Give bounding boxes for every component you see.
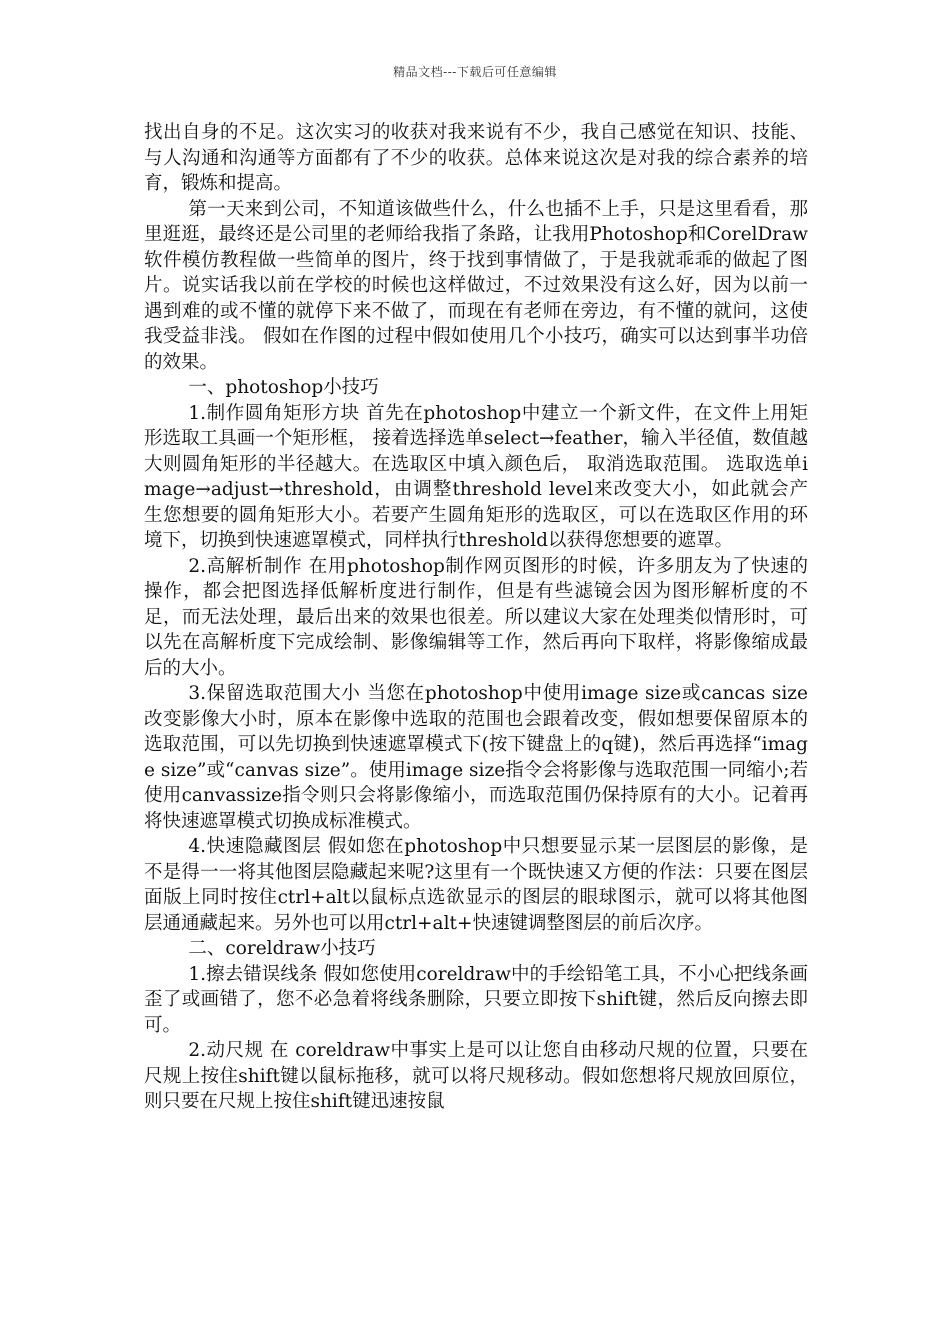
section-heading-photoshop: 一、photoshop小技巧	[188, 377, 379, 398]
document-body	[144, 120, 808, 1115]
page-header: 精品文档---下载后可任意编辑	[393, 65, 557, 79]
paragraph-tip-high-res: 2.高解析制作 在用photoshop制作网页图形的时候，许多朋友为了快速的操作，都会把图选择低解析度进行制作，但是有些滤镜会因为图形解析度的不足，而无法处理，最后出来的效果也很差。所以建议大家在处理类似情形时，可以先在高解析度下完成绘制、影像编辑等工作，然后再向下取样，将影像缩成最后的大小。	[144, 555, 808, 679]
paragraph-tip-rounded-rect: 1.制作圆角矩形方块 首先在photoshop中建立一个新文件，在文件上用矩形选取工具画一个矩形框， 接着选择选单select→feather，输入半径值，数值越大则圆角矩形的半径越大。在选取区中填入颜色后， 取消选取范围。 选取选单image→adjust→threshold，由调整threshold level来改变大小，如此就会产生您想要的圆角矩形大小。若要产生圆角矩形的选取区，可以在选取区作用的环境下，切换到快速遮罩模式，同样执行threshold以获得您想要的遮罩。	[144, 402, 808, 551]
paragraph-tip-keep-selection: 3.保留选取范围大小 当您在photoshop中使用image size或cancas size改变影像大小时，原本在影像中选取的范围也会跟着改变，假如想要保留原本的选取范围，可以先切换到快速遮罩模式下(按下键盘上的q键)，然后再选择“image size”或“canvas size”。使用image size指令会将影像与选取范围一同缩小;若使用canvassize指令则只会将影像缩小，而选取范围仍保持原有的大小。记着再将快速遮罩模式切换成标准模式。	[144, 683, 808, 832]
paragraph-tip-hide-layers: 4.快速隐藏图层 假如您在photoshop中只想要显示某一层图层的影像，是不是得一一将其他图层隐藏起来呢?这里有一个既快速又方便的作法：只要在图层面版上同时按住ctrl+alt以鼠标点选欲显示的图层的眼球图示，就可以将其他图层通通藏起来。另外也可以用ctrl+alt+快速键调整图层的前后次序。	[144, 836, 808, 934]
paragraph-tip-move-ruler: 2.动尺规 在 coreldraw中事实上是可以让您自由移动尺规的位置，只要在尺规上按住shift键以鼠标拖移，就可以将尺规移动。假如您想将尺规放回原位，则只要在尺规上按住shift键迅速按鼠	[144, 1040, 808, 1112]
paragraph-intro: 找出自身的不足。这次实习的收获对我来说有不少，我自己感觉在知识、技能、与人沟通和沟通等方面都有了不少的收获。总体来说这次是对我的综合素养的培育，锻炼和提高。	[144, 122, 808, 194]
section-heading-coreldraw: 二、coreldraw小技巧	[188, 938, 376, 959]
paragraph-tip-erase-lines: 1.擦去错误线条 假如您使用coreldraw中的手绘铅笔工具，不小心把线条画歪了或画错了，您不必急着将线条删除，只要立即按下shift键，然后反向擦去即可。	[144, 963, 808, 1036]
paragraph-first-day: 第一天来到公司，不知道该做些什么，什么也插不上手，只是这里看看，那里逛逛，最终还是公司里的老师给我指了条路，让我用Photoshop和CorelDraw软件模仿教程做一些简单的图片，终于找到事情做了，于是我就乖乖的做起了图片。说实话我以前在学校的时候也这样做过，不过效果没有这么好，因为以前一遇到难的或不懂的就停下来不做了，而现在有老师在旁边，有不懂的就问，这使我受益非浅。 假如在作图的过程中假如使用几个小技巧，确实可以达到事半功倍的效果。	[144, 198, 808, 373]
